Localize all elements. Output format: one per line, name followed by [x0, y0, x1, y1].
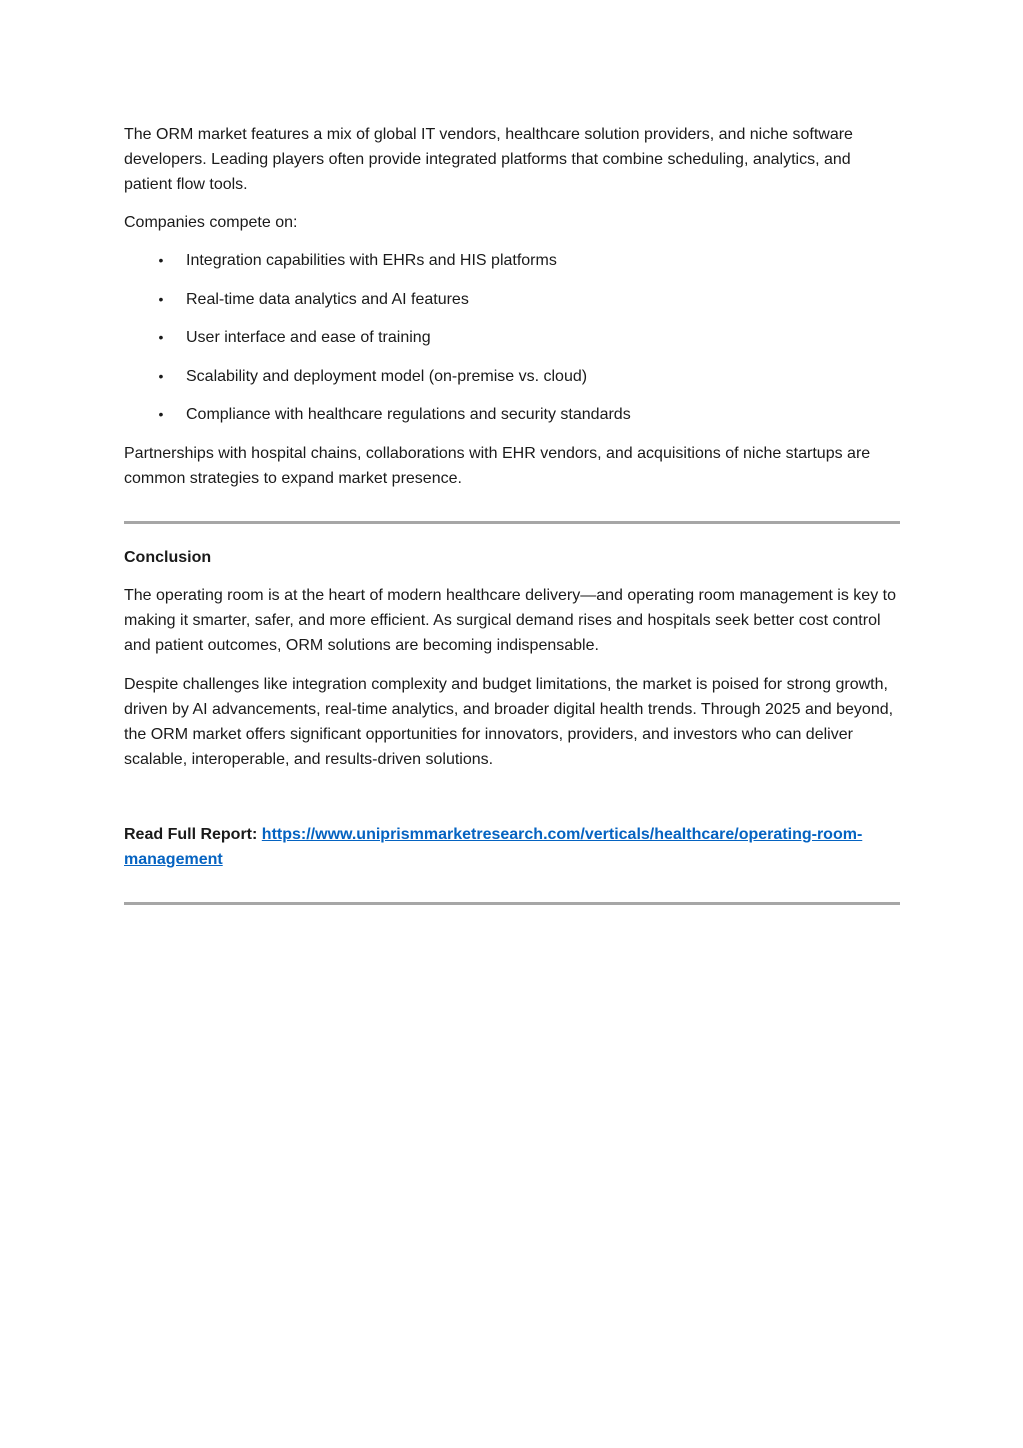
list-item	[124, 325, 900, 350]
report-link[interactable]: https://www.uniprismmarketresearch.com/verticals/healthcare/operating-room-management	[124, 825, 863, 868]
list-item-text: Scalability and deployment model (on-premise vs. cloud)	[186, 367, 588, 385]
compete-list	[124, 248, 900, 427]
bullet-icon: •	[158, 329, 164, 346]
list-item	[124, 364, 900, 389]
bullet-icon: •	[158, 290, 164, 307]
list-item-text: User interface and ease of training	[186, 329, 431, 347]
partnerships-paragraph: Partnerships with hospital chains, collaborations with EHR vendors, and acquisitions of niche startups are common strategies to expand market presence.	[124, 444, 871, 487]
list-item-text: Integration capabilities with EHRs and HIS platforms	[186, 252, 557, 269]
document-page	[124, 122, 900, 905]
horizontal-divider	[124, 521, 900, 524]
bullet-icon: •	[158, 406, 164, 423]
conclusion-paragraph-1: The operating room is at the heart of modern healthcare delivery—and operating room management is key to making it smarter, safer, and more efficient. As surgical demand rises and hospitals seek better cost control and patient outcomes, ORM solutions are becoming indispensable.	[124, 586, 896, 654]
list-item-text: Compliance with healthcare regulations and security standards	[186, 406, 631, 424]
list-item	[124, 248, 900, 273]
conclusion-paragraph-2: Despite challenges like integration complexity and budget limitations, the market is poised for strong growth, driven by AI advancements, real-time analytics, and broader digital health trends. Through 2025 and beyond, the ORM market offers significant opportunities for innovators, providers, and investors who can deliver scalable, interoperable, and results-driven solutions.	[124, 675, 894, 768]
bullet-icon: •	[158, 367, 164, 384]
list-item-text: Real-time data analytics and AI features	[186, 290, 469, 308]
conclusion-heading: Conclusion	[124, 548, 212, 566]
list-item	[124, 402, 900, 427]
horizontal-divider	[124, 902, 900, 905]
bullet-icon: •	[158, 252, 164, 268]
read-full-report-label: Read Full Report:	[124, 825, 258, 843]
intro-paragraph: The ORM market features a mix of global IT vendors, healthcare solution providers, and niche software developers. Leading players often provide integrated platforms that combine scheduling, analytics, and patient flow tools.	[124, 126, 853, 193]
list-item	[124, 287, 900, 312]
read-full-report	[124, 822, 900, 872]
compete-intro: Companies compete on:	[124, 214, 298, 231]
